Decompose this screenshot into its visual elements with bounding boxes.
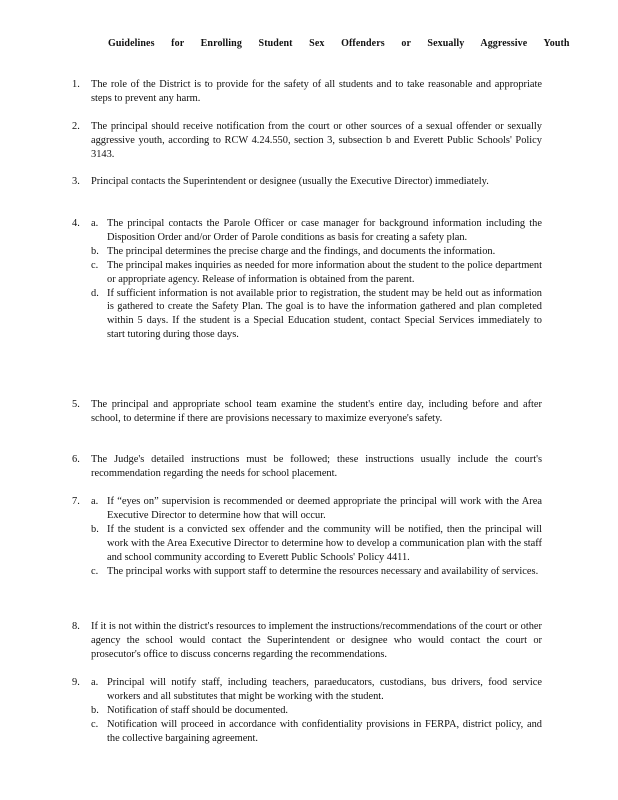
list-item-8 [72, 620, 542, 662]
item-number: 6. [72, 454, 80, 465]
sub-item-text: If sufficient information is not available prior to registration, the student may be held out as information is gathered to create the Safety Plan. The goal is to have the information gathered and plan completed within 5 days. If the student is a Special Education student, contact Special Services immediately to start tutoring during those days. [107, 287, 542, 341]
item-number: 4. [72, 218, 80, 229]
sub-item-9b [91, 704, 542, 718]
sub-item-9a [91, 676, 542, 704]
sub-item-4b [91, 245, 542, 259]
sub-item-letter: a. [91, 496, 99, 507]
sub-item-4c [91, 259, 542, 287]
list-item-4 [72, 217, 542, 342]
item-number: 1. [72, 79, 80, 90]
list-item-1 [72, 78, 542, 106]
item-text: The principal and appropriate school team examine the student's entire day, including before and after school, to determine if there are provisions necessary to maximize everyone's safety. [91, 399, 542, 424]
sub-item-letter: c. [91, 565, 99, 577]
sub-item-letter: b. [91, 245, 99, 257]
item-number: 9. [72, 677, 80, 688]
sub-item-text: The principal contacts the Parole Officer or case manager for background information including the Disposition Order and/or Order of Parole conditions as basis for creating a safety plan. [107, 218, 542, 243]
sub-item-letter: d. [91, 287, 99, 299]
sub-item-9c [91, 718, 542, 746]
sub-item-letter: a. [91, 218, 99, 229]
item-text: The Judge's detailed instructions must be followed; these instructions usually include the court's recommendation regarding the needs for school placement. [91, 454, 542, 479]
sub-item-text: The principal determines the precise charge and the findings, and documents the information. [107, 245, 496, 257]
sub-item-text: Notification of staff should be documented. [107, 704, 289, 716]
sub-item-letter: c. [91, 718, 99, 730]
list-item-3 [72, 175, 542, 189]
list-item-6 [72, 453, 542, 481]
list-item-5 [72, 398, 542, 426]
item-text: The role of the District is to provide for the safety of all students and to take reasonable and appropriate steps to prevent any harm. [91, 79, 542, 104]
item-number: 8. [72, 621, 80, 632]
item-text: Principal contacts the Superintendent or designee (usually the Executive Director) immediately. [91, 176, 489, 187]
sub-item-text: If the student is a convicted sex offender and the community will be notified, then the principal will work with the Area Executive Director to determine how to develop a communication plan with the staff and school community according to Everett Public Schools' Policy 4411. [107, 523, 542, 563]
sub-item-letter: b. [91, 704, 99, 716]
sub-item-letter: a. [91, 677, 99, 688]
item-number: 5. [72, 399, 80, 410]
sub-item-4a [91, 217, 542, 245]
sub-item-text: If “eyes on” supervision is recommended or deemed appropriate the principal will work with the Area Executive Director to determine how that will occur. [107, 496, 542, 521]
item-number: 3. [72, 176, 80, 187]
list-item-9 [72, 676, 542, 746]
sub-item-4d [91, 287, 542, 343]
item-number: 2. [72, 121, 80, 132]
list-item-7 [72, 495, 542, 578]
sub-item-letter: c. [91, 259, 99, 271]
document-title: Guidelines for Enrolling Student Sex Offenders or Sexually Aggressive Youth [108, 38, 570, 49]
sub-item-7c [91, 565, 542, 579]
sub-item-text: The principal works with support staff to determine the resources necessary and availability of services. [107, 565, 539, 577]
item-number: 7. [72, 496, 80, 507]
list-item-2 [72, 120, 542, 162]
sub-item-text: Notification will proceed in accordance with confidentiality provisions in FERPA, district policy, and the collective bargaining agreement. [107, 718, 542, 744]
sub-item-text: Principal will notify staff, including teachers, paraeducators, custodians, bus drivers, food service workers and all substitutes that might be working with the student. [107, 677, 542, 702]
item-text: The principal should receive notification from the court or other sources of a sexual offender or sexually aggressive youth, according to RCW 4.24.550, section 3, subsection b and Everett Public Schools' Policy 3143. [91, 121, 542, 160]
sub-item-letter: b. [91, 523, 99, 535]
sub-item-7b [91, 523, 542, 565]
item-text: If it is not within the district's resources to implement the instructions/recommendations of the court or other agency the school would contact the Superintendent or designee who would contact the court or prosecutor's office to discuss concerns regarding the recommendations. [91, 621, 542, 660]
sub-item-text: The principal makes inquiries as needed for more information about the student to the police department or appropriate agency. Release of information is obtained from the parent. [107, 259, 542, 285]
sub-item-7a [91, 495, 542, 523]
